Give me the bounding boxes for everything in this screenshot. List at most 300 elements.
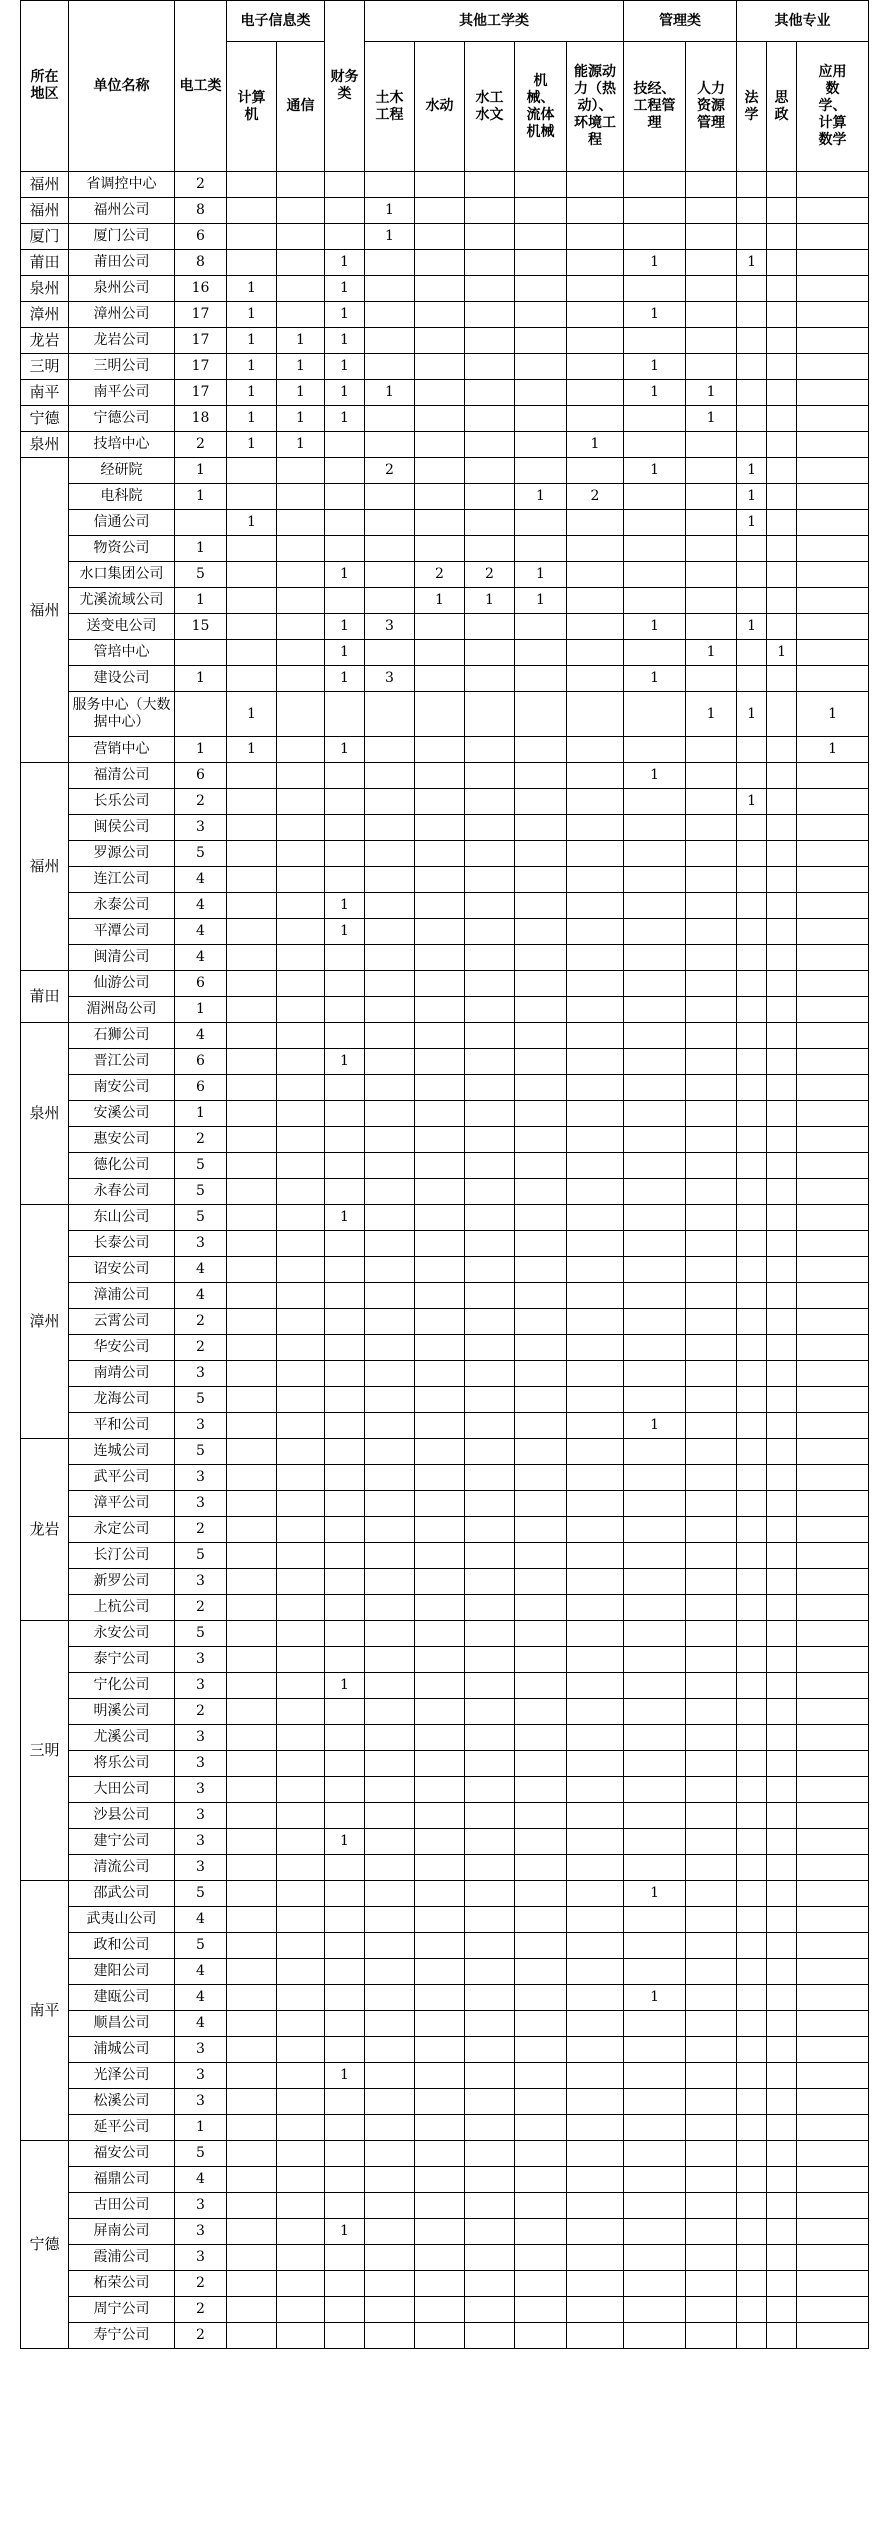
value-cell [415,1751,465,1777]
value-cell [277,2245,325,2271]
value-cell: 2 [175,789,227,815]
value-cell [227,172,277,198]
value-cell [365,2245,415,2271]
value-cell [227,250,277,276]
value-cell [767,354,797,380]
value-cell [515,1465,567,1491]
value-cell: 5 [175,841,227,867]
value-cell [465,971,515,997]
value-cell [767,1257,797,1283]
value-cell [567,302,624,328]
value-cell [797,1387,869,1413]
table-row [21,1075,869,1101]
value-cell [227,1673,277,1699]
value-cell [415,1959,465,1985]
value-cell [567,224,624,250]
value-cell [465,302,515,328]
unit-cell: 龙海公司 [69,1387,175,1413]
value-cell [365,536,415,562]
value-cell [227,1309,277,1335]
value-cell [415,2037,465,2063]
value-cell [465,1075,515,1101]
value-cell [624,945,686,971]
value-cell [415,614,465,640]
value-cell [567,1465,624,1491]
value-cell [686,971,737,997]
value-cell [686,2219,737,2245]
value-cell [277,1387,325,1413]
header-finance: 财务 类 [325,1,365,172]
value-cell [686,841,737,867]
value-cell [767,2219,797,2245]
value-cell [515,1023,567,1049]
table-row [21,432,869,458]
value-cell [365,2219,415,2245]
value-cell [227,1933,277,1959]
value-cell [465,815,515,841]
value-cell [797,2037,869,2063]
value-cell [465,2115,515,2141]
value-cell [415,1673,465,1699]
value-cell [465,198,515,224]
value-cell [415,432,465,458]
value-cell [415,458,465,484]
value-cell [415,997,465,1023]
value-cell [686,893,737,919]
value-cell [624,971,686,997]
value-cell [624,2271,686,2297]
value-cell [767,919,797,945]
value-cell [797,1257,869,1283]
region-cell: 泉州 [21,1023,69,1205]
unit-cell: 物资公司 [69,536,175,562]
value-cell [515,1491,567,1517]
value-cell [515,1933,567,1959]
region-cell: 龙岩 [21,328,69,354]
value-cell: 5 [175,1387,227,1413]
value-cell [737,1569,767,1595]
value-cell [325,1413,365,1439]
value-cell [686,1907,737,1933]
value-cell [277,1751,325,1777]
unit-cell: 武夷山公司 [69,1907,175,1933]
value-cell: 1 [227,328,277,354]
value-cell [465,763,515,789]
value-cell [325,841,365,867]
value-cell [737,224,767,250]
value-cell [567,763,624,789]
value-cell [465,1829,515,1855]
value-cell: 1 [624,458,686,484]
value-cell: 2 [175,1335,227,1361]
value-cell [767,614,797,640]
value-cell [737,1829,767,1855]
value-cell [797,1023,869,1049]
value-cell [415,971,465,997]
value-cell [767,1127,797,1153]
value-cell [515,432,567,458]
value-cell [277,971,325,997]
value-cell [325,1023,365,1049]
table-row [21,1023,869,1049]
value-cell [415,1933,465,1959]
value-cell [767,1153,797,1179]
value-cell [567,1621,624,1647]
value-cell [227,1699,277,1725]
value-cell [227,1439,277,1465]
value-cell [686,1855,737,1881]
value-cell [767,2011,797,2037]
value-cell [227,1257,277,1283]
table-row [21,198,869,224]
value-cell [277,1959,325,1985]
value-cell [797,458,869,484]
unit-cell: 永定公司 [69,1517,175,1543]
value-cell [686,1205,737,1231]
value-cell [737,1283,767,1309]
value-cell [567,2271,624,2297]
value-cell [465,1855,515,1881]
value-cell: 1 [277,328,325,354]
value-cell [515,224,567,250]
table-row [21,2141,869,2167]
value-cell [737,815,767,841]
value-cell [365,2089,415,2115]
value-cell [737,1075,767,1101]
value-cell [465,510,515,536]
value-cell [515,1049,567,1075]
value-cell: 1 [175,2115,227,2141]
unit-cell: 南安公司 [69,1075,175,1101]
value-cell: 3 [175,1725,227,1751]
value-cell [515,1725,567,1751]
value-cell [737,536,767,562]
value-cell [737,2167,767,2193]
table-row [21,1205,869,1231]
value-cell: 1 [325,2063,365,2089]
value-cell [767,1621,797,1647]
value-cell: 1 [175,484,227,510]
value-cell [415,1569,465,1595]
value-cell [797,666,869,692]
value-cell [737,867,767,893]
value-cell [515,2193,567,2219]
value-cell [624,2323,686,2349]
value-cell [465,2037,515,2063]
value-cell [325,1309,365,1335]
value-cell [567,815,624,841]
value-cell [797,1621,869,1647]
header-region: 所在 地区 [21,1,69,172]
table-row [21,789,869,815]
unit-cell: 南平公司 [69,380,175,406]
value-cell [686,354,737,380]
value-cell [365,1595,415,1621]
value-cell [624,1595,686,1621]
value-cell [737,172,767,198]
value-cell [277,458,325,484]
value-cell [515,815,567,841]
value-cell [325,1387,365,1413]
value-cell [415,867,465,893]
value-cell [227,945,277,971]
value-cell: 5 [175,1439,227,1465]
value-cell [365,997,415,1023]
value-cell [365,2297,415,2323]
value-cell [737,1049,767,1075]
value-cell [277,250,325,276]
value-cell [624,432,686,458]
unit-cell: 晋江公司 [69,1049,175,1075]
table-row [21,815,869,841]
header-computer: 计算 机 [227,42,277,172]
value-cell [567,640,624,666]
unit-cell: 省调控中心 [69,172,175,198]
value-cell [277,1621,325,1647]
value-cell [277,536,325,562]
value-cell [686,1101,737,1127]
value-cell [567,1231,624,1257]
value-cell [515,1387,567,1413]
value-cell [686,1829,737,1855]
value-cell: 1 [325,354,365,380]
value-cell [325,1647,365,1673]
value-cell [797,919,869,945]
table-row [21,1309,869,1335]
value-cell [515,1335,567,1361]
value-cell [567,841,624,867]
table-row [21,562,869,588]
value-cell [797,1725,869,1751]
unit-cell: 泰宁公司 [69,1647,175,1673]
value-cell [767,224,797,250]
value-cell [567,2323,624,2349]
unit-cell: 寿宁公司 [69,2323,175,2349]
value-cell [325,1465,365,1491]
value-cell [415,692,465,737]
value-cell [465,224,515,250]
value-cell [686,2141,737,2167]
value-cell [227,536,277,562]
value-cell [567,1283,624,1309]
value-cell [227,1283,277,1309]
table-row [21,2297,869,2323]
value-cell [325,1907,365,1933]
value-cell [515,406,567,432]
value-cell [325,2037,365,2063]
value-cell: 3 [175,1569,227,1595]
header-energy: 能源动 力（热 动）、 环境工 程 [567,42,624,172]
value-cell [686,2089,737,2115]
value-cell [227,2089,277,2115]
value-cell [797,302,869,328]
value-cell [227,2141,277,2167]
value-cell [277,666,325,692]
value-cell: 1 [737,250,767,276]
table-row [21,276,869,302]
value-cell [277,1101,325,1127]
value-cell [797,640,869,666]
value-cell: 3 [175,2089,227,2115]
value-cell [365,328,415,354]
value-cell [365,1829,415,1855]
value-cell [737,354,767,380]
value-cell [325,198,365,224]
table-row [21,2271,869,2297]
value-cell [767,432,797,458]
value-cell [277,1673,325,1699]
value-cell [686,1933,737,1959]
value-cell [365,1985,415,2011]
value-cell [515,1803,567,1829]
value-cell [767,666,797,692]
table-row [21,1829,869,1855]
value-cell [797,867,869,893]
value-cell [767,763,797,789]
value-cell [415,198,465,224]
value-cell [415,1179,465,1205]
value-cell [686,1491,737,1517]
value-cell [567,1881,624,1907]
value-cell [737,1621,767,1647]
value-cell [325,2011,365,2037]
value-cell [365,893,415,919]
value-cell [567,1907,624,1933]
unit-cell: 松溪公司 [69,2089,175,2115]
value-cell [515,1101,567,1127]
value-cell [515,763,567,789]
value-cell [227,1101,277,1127]
value-cell [767,406,797,432]
value-cell [515,380,567,406]
value-cell [325,1283,365,1309]
value-cell [624,867,686,893]
value-cell [624,1075,686,1101]
value-cell [737,1517,767,1543]
value-cell [686,1023,737,1049]
value-cell [465,1751,515,1777]
value-cell [277,1283,325,1309]
table-row [21,328,869,354]
value-cell: 1 [227,432,277,458]
value-cell [686,1439,737,1465]
value-cell [767,1855,797,1881]
region-cell: 三明 [21,354,69,380]
value-cell [415,1023,465,1049]
value-cell [365,2271,415,2297]
value-cell [624,406,686,432]
value-cell [277,1075,325,1101]
value-cell [277,2219,325,2245]
value-cell: 1 [365,380,415,406]
unit-cell: 清流公司 [69,1855,175,1881]
value-cell [325,1153,365,1179]
value-cell [686,2193,737,2219]
table-row [21,536,869,562]
table-row [21,666,869,692]
value-cell [767,198,797,224]
value-cell [415,1907,465,1933]
value-cell [175,510,227,536]
value-cell [624,2115,686,2141]
value-cell [365,867,415,893]
value-cell [567,2141,624,2167]
value-cell [465,1413,515,1439]
table-row [21,510,869,536]
value-cell: 1 [686,406,737,432]
value-cell [465,640,515,666]
value-cell [325,1127,365,1153]
value-cell [797,276,869,302]
value-cell [624,919,686,945]
value-cell: 2 [175,1517,227,1543]
value-cell [365,1439,415,1465]
value-cell [686,763,737,789]
value-cell [365,172,415,198]
value-cell [227,2219,277,2245]
value-cell [567,666,624,692]
value-cell [325,1569,365,1595]
value-cell [175,692,227,737]
value-cell [465,172,515,198]
value-cell [767,945,797,971]
value-cell [325,224,365,250]
value-cell: 8 [175,198,227,224]
value-cell [515,1699,567,1725]
value-cell [797,250,869,276]
value-cell [465,250,515,276]
value-cell [567,1387,624,1413]
region-cell: 莆田 [21,971,69,1023]
unit-cell: 柘荣公司 [69,2271,175,2297]
value-cell [325,1543,365,1569]
table-row [21,1179,869,1205]
value-cell [686,1517,737,1543]
value-cell [277,2271,325,2297]
value-cell [515,1881,567,1907]
value-cell: 3 [175,1673,227,1699]
unit-cell: 湄洲岛公司 [69,997,175,1023]
value-cell [415,841,465,867]
value-cell [415,380,465,406]
value-cell [567,2063,624,2089]
unit-cell: 福鼎公司 [69,2167,175,2193]
value-cell [737,1153,767,1179]
value-cell [767,1283,797,1309]
value-cell [277,867,325,893]
value-cell [277,1855,325,1881]
value-cell [797,1803,869,1829]
value-cell [737,276,767,302]
unit-cell: 光泽公司 [69,2063,175,2089]
value-cell: 2 [415,562,465,588]
value-cell [686,919,737,945]
value-cell [227,2063,277,2089]
value-cell [227,789,277,815]
value-cell [415,1283,465,1309]
value-cell [277,198,325,224]
value-cell [767,1491,797,1517]
value-cell [737,737,767,763]
value-cell [515,692,567,737]
table-row [21,1985,869,2011]
value-cell [624,328,686,354]
region-cell: 宁德 [21,406,69,432]
value-cell [737,1777,767,1803]
value-cell [567,250,624,276]
value-cell [415,737,465,763]
value-cell [686,562,737,588]
